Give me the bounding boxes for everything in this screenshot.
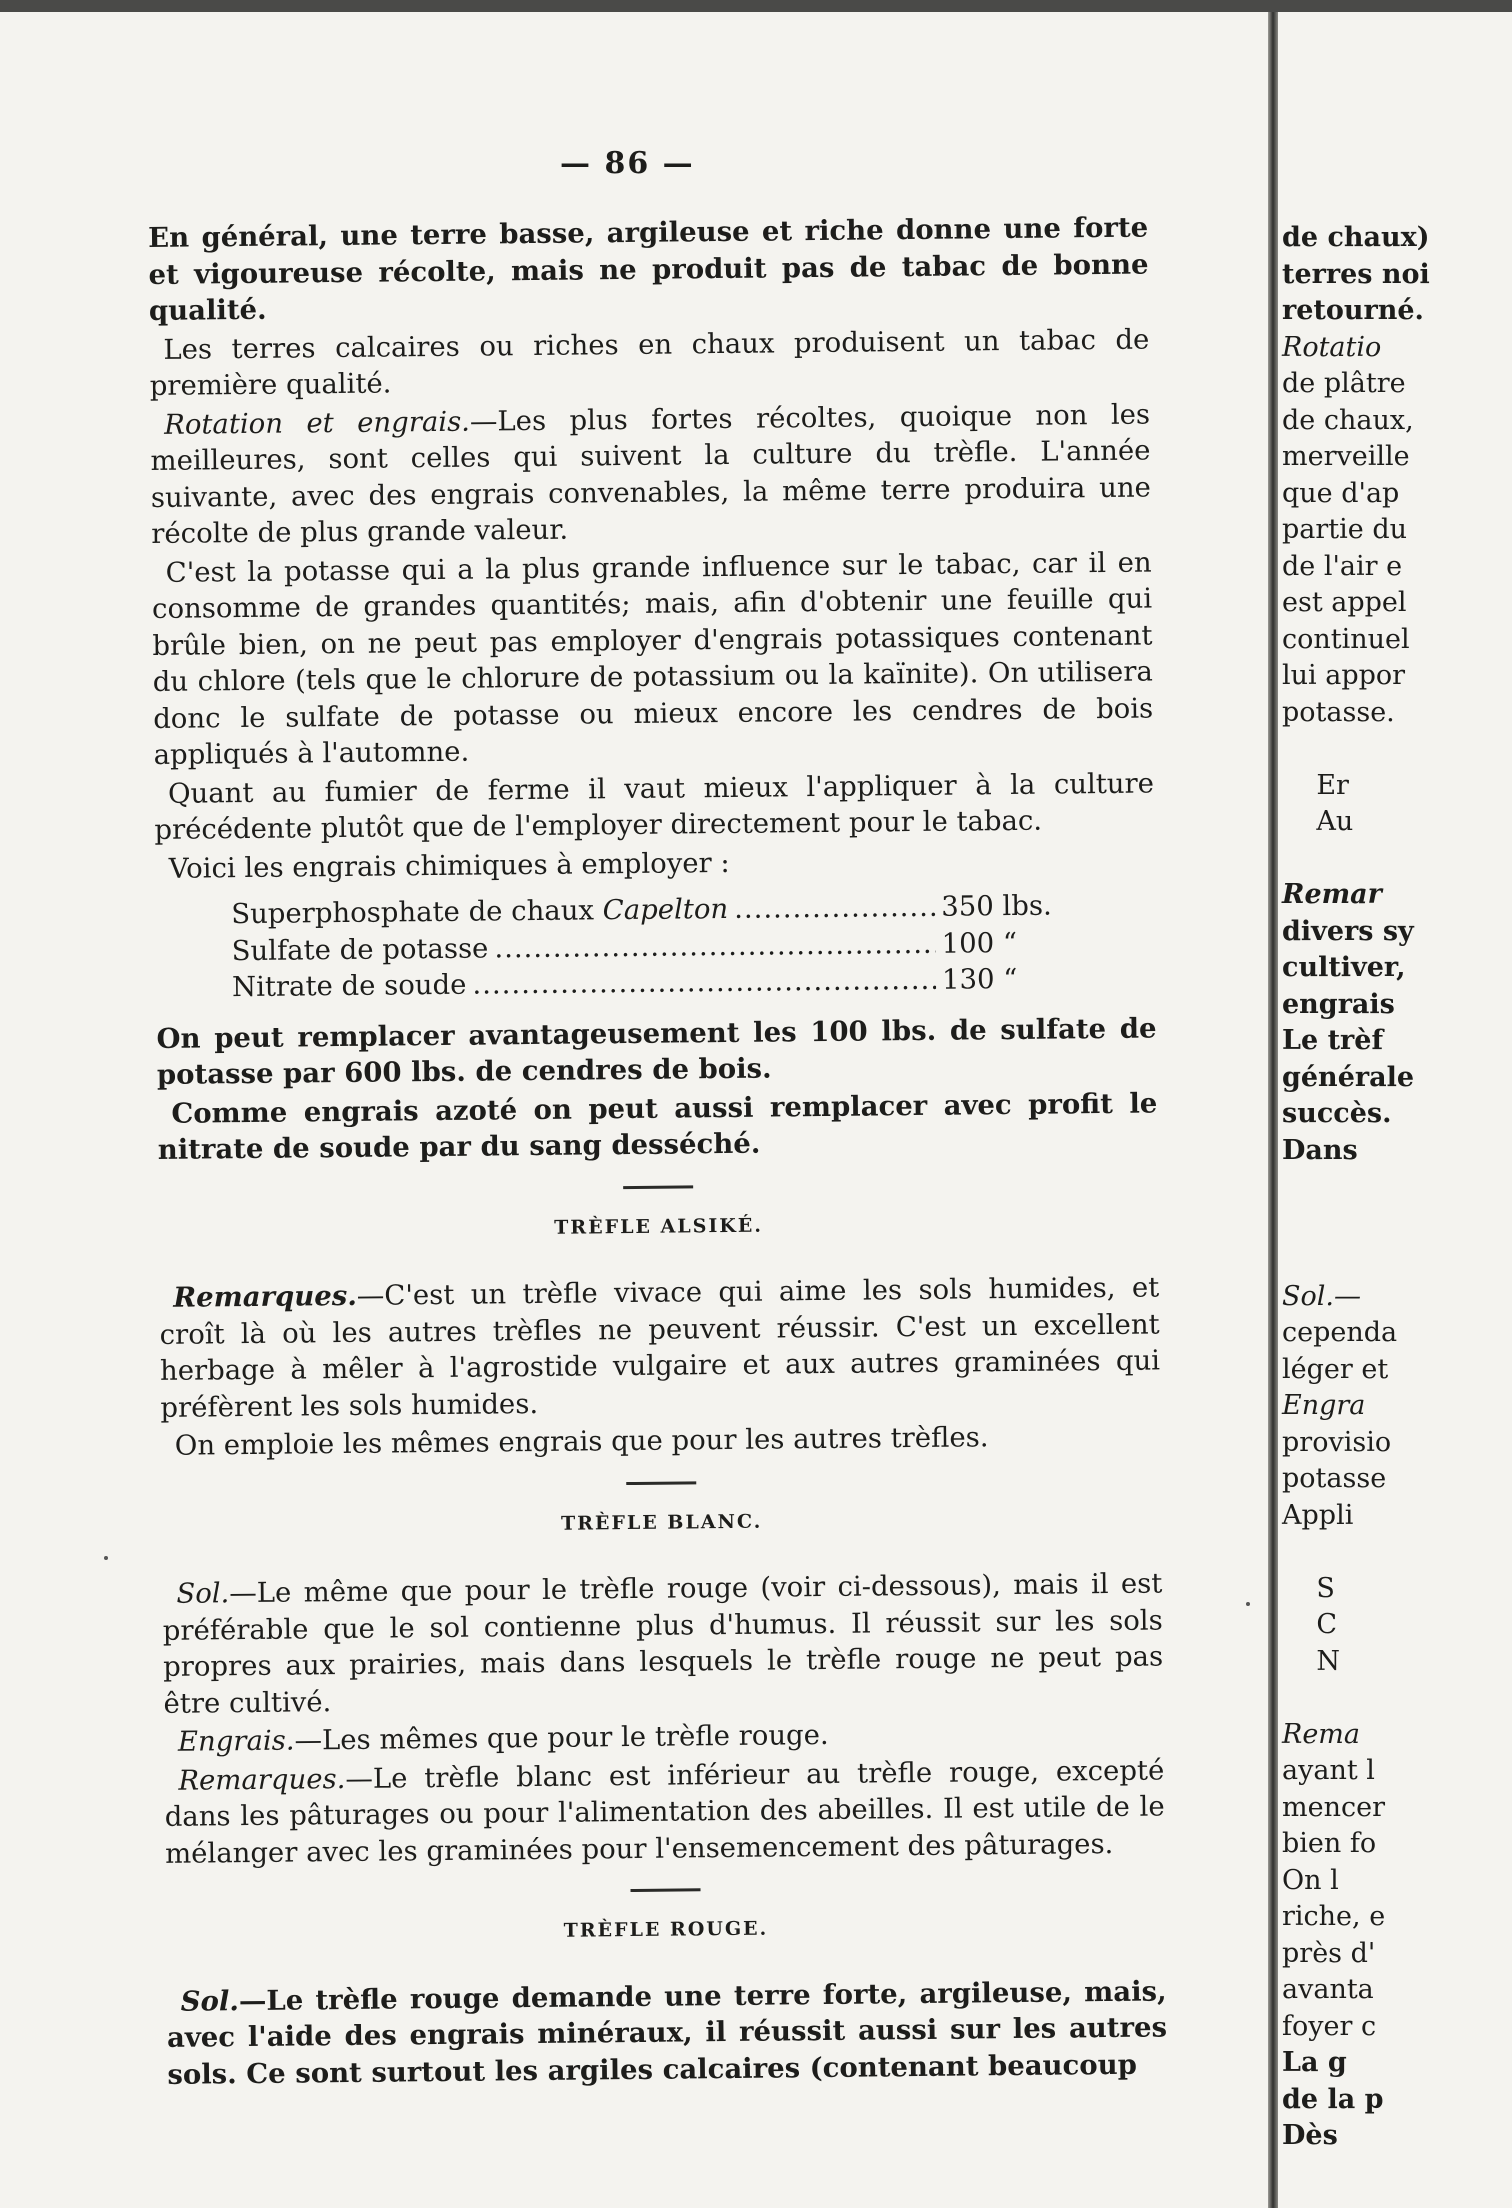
right-page-line: Rema — [1282, 1718, 1361, 1750]
right-page-line: Dès — [1282, 2120, 1338, 2151]
right-page-line: C — [1282, 1609, 1337, 1640]
right-page-line: Engra — [1282, 1390, 1366, 1421]
right-page-line — [1282, 1206, 1512, 1243]
fertilizer-list — [231, 886, 1156, 1005]
right-page-line — [1282, 841, 1512, 878]
paragraph-calcaires — [149, 321, 1150, 404]
right-page-line: cultiver, — [1282, 952, 1406, 983]
right-page-line: foyer c — [1282, 2010, 1377, 2042]
text-calcaires: Les terres calcaires ou riches en chaux produisent un tabac de première qualité. — [149, 323, 1150, 402]
right-page-line: riche, e — [1282, 1901, 1386, 1932]
page-number: — 86 — — [560, 146, 695, 181]
right-page-line: de chaux, — [1282, 404, 1414, 436]
right-page-line: Appli — [1282, 1499, 1354, 1531]
right-page-line — [1282, 1534, 1512, 1571]
text-fumier: Quant au fumier de ferme il vaut mieux l'appliquer à la culture précédente plutôt que de l'employer directement pour le tabac. — [154, 766, 1155, 846]
fertilizer-name: Sulfate de potasse — [231, 931, 489, 967]
right-page-line: léger et — [1282, 1353, 1389, 1385]
fertilizer-name-text: Superphosphate de chaux — [231, 894, 603, 931]
fertilizer-name — [231, 891, 728, 933]
paragraph-azote — [157, 1085, 1158, 1168]
label-sol: Sol. — [180, 1984, 240, 2018]
paragraph-potasse — [152, 544, 1154, 773]
right-page-line: de l'air e — [1282, 550, 1403, 582]
right-page-line: près d' — [1282, 1937, 1376, 1969]
left-page — [0, 12, 1268, 2208]
fertilizer-quantity: 100 “ — [941, 926, 1018, 960]
text-alsike-remarques: —C'est un trèfle vivace qui aime les sols humides, et croît là où les autres trèfles ne peuvent réussir. C'est un excellent herbage à mêler à l'agrostide vulgaire et aux autres graminées qui préfèrent les sols humides. — [159, 1271, 1161, 1424]
right-page-line: de chaux) — [1282, 222, 1430, 253]
right-page-line: est appel — [1282, 587, 1407, 618]
body-text — [148, 210, 1168, 2095]
fertilizer-brand: Capelton — [602, 892, 729, 927]
right-page-line: de la p — [1282, 2083, 1384, 2115]
right-page-line — [1282, 1242, 1512, 1279]
paper-speck — [104, 1556, 108, 1560]
leader-dots — [472, 962, 936, 1003]
fertilizer-quantity: 130 “ — [941, 962, 1018, 996]
label-rotation: Rotation et engrais. — [163, 405, 471, 441]
paragraph-remplacer — [156, 1010, 1157, 1093]
fertilizer-quantity: 350 lbs. — [941, 889, 1052, 923]
right-page-line: terres noi — [1282, 258, 1430, 290]
paragraph-rouge-sol — [166, 1973, 1167, 2093]
paragraph-general — [148, 210, 1149, 330]
book-gutter — [1268, 12, 1278, 2208]
text-general: En général, une terre basse, argileuse et riche donne une forte et vigoureuse récolte, mais ne produit pas de tabac de bonne qualité. — [148, 211, 1149, 327]
paragraph-blanc-remarques — [164, 1752, 1165, 1872]
paragraph-alsike-remarques — [159, 1269, 1160, 1425]
text-blanc-engrais: —Les mêmes que pour le trèfle rouge. — [294, 1718, 829, 1757]
right-page-line: Le trèf — [1282, 1025, 1384, 1056]
right-page-line: merveille — [1282, 441, 1410, 472]
label-sol: Sol. — [176, 1577, 230, 1610]
text-rouge-sol: —Le trèfle rouge demande une terre forte, argileuse, mais, avec l'aide des engrais minéraux, il réussit aussi sur les autres sols. Ce sont surtout les argiles calcaires (contenant beaucoup — [166, 1974, 1168, 2091]
right-page-line: S — [1282, 1572, 1335, 1604]
right-page-line: avanta — [1282, 1974, 1374, 2005]
label-remarques: Remarques. — [173, 1279, 357, 1314]
section-divider — [623, 1185, 693, 1189]
right-page-line: Sol.— — [1282, 1280, 1361, 1312]
text-rotation: —Les plus fortes récoltes, quoique non les meilleures, sont celles qui suivent la culture du trèfle. L'année suivante, avec des engrais convenables, la même terre produira une récolte de plus grande valeur. — [150, 398, 1152, 550]
text-potasse: C'est la potasse qui a la plus grande influence sur le tabac, car il en consomme de grandes quantités; mais, afin d'obtenir une feuille qui brûle bien, on ne peut pas employer d'engrais potassiques contenant du chlore (tels que le chlorure de potassium ou la kaïnite). On utilisera donc le sulfate de potasse ou mieux encore les cendres de bois appliqués à l'automne. — [151, 546, 1154, 771]
right-page-line — [1282, 1169, 1512, 1206]
right-page-line: Remar — [1282, 879, 1382, 910]
paragraph-voici — [155, 840, 1155, 887]
right-page-line: lui appor — [1282, 660, 1406, 691]
right-page — [1278, 12, 1512, 2208]
right-page-text — [1282, 220, 1512, 2155]
right-page-line: mencer — [1282, 1791, 1385, 1823]
right-page-line: que d'ap — [1282, 477, 1400, 509]
right-page-line: N — [1282, 1645, 1340, 1677]
leader-dots — [494, 925, 936, 966]
right-page-line: générale — [1282, 1061, 1415, 1093]
label-remarques: Remarques. — [178, 1762, 346, 1797]
text-blanc-remarques: —Le trèfle blanc est inférieur au trèfle rouge, excepté dans les pâturages ou pour l'alimentation des abeilles. Il est utile de le mélanger avec les graminées pour l'ensemencement des pâturages. — [164, 1753, 1165, 1870]
leader-dots — [734, 889, 935, 928]
text-blanc-sol: —Le même que pour le trèfle rouge (voir ci-dessous), mais il est préférable que le sol contienne plus d'humus. Il réussit sur les sols propres aux prairies, mais dans lesquels le trèfle rouge ne peut pas être cultivé. — [162, 1567, 1164, 1720]
paragraph-alsike-engrais — [161, 1417, 1161, 1464]
right-page-line: de plâtre — [1282, 368, 1406, 399]
text-azote: Comme engrais azoté on peut aussi remplacer avec profit le nitrate de soude par du sang desséché. — [157, 1086, 1158, 1166]
section-heading-blanc: TRÈFLE BLANC. — [560, 1510, 763, 1535]
right-page-line: Au — [1282, 806, 1354, 837]
right-page-line: succès. — [1282, 1098, 1392, 1129]
paragraph-rotation — [150, 396, 1151, 552]
right-page-line: bien fo — [1282, 1828, 1377, 1859]
right-page-line: On l — [1282, 1864, 1339, 1896]
text-alsike-engrais: On emploie les mêmes engrais que pour les autres trèfles. — [174, 1421, 989, 1462]
right-page-line — [1282, 731, 1512, 768]
section-divider — [631, 1888, 701, 1892]
right-page-line: cependa — [1282, 1317, 1398, 1348]
text-remplacer: On peut remplacer avantageusement les 100 lbs. de sulfate de potasse par 600 lbs. de cendres de bois. — [156, 1011, 1157, 1091]
text-voici: Voici les engrais chimiques à employer : — [168, 846, 730, 885]
right-page-line: Dans — [1282, 1134, 1358, 1166]
fertilizer-row — [232, 960, 1062, 1005]
right-page-line: divers sy — [1282, 915, 1414, 947]
right-page-line: continuel — [1282, 623, 1410, 655]
right-page-line: engrais — [1282, 988, 1395, 1020]
right-page-line: La g — [1282, 2047, 1347, 2078]
right-page-line — [1282, 1680, 1512, 1717]
right-page-line: Rotatio — [1282, 331, 1382, 363]
section-heading-rouge: TRÈFLE ROUGE. — [563, 1917, 769, 1942]
label-engrais: Engrais. — [177, 1724, 295, 1758]
paper-speck — [1246, 1602, 1250, 1606]
right-page-line: retourné. — [1282, 295, 1424, 326]
right-page-line: ayant l — [1282, 1755, 1375, 1786]
right-page-line: Er — [1282, 769, 1349, 801]
right-page-line: potasse. — [1282, 696, 1395, 728]
section-heading-alsike: TRÈFLE ALSIKÉ. — [554, 1214, 764, 1239]
right-page-line: provisio — [1282, 1426, 1392, 1458]
paragraph-blanc-sol — [162, 1565, 1163, 1721]
right-page-line: potasse — [1282, 1463, 1387, 1494]
fertilizer-name: Nitrate de soude — [231, 968, 467, 1004]
paragraph-fumier — [154, 765, 1155, 848]
right-page-line: partie du — [1282, 514, 1408, 545]
section-divider — [626, 1481, 696, 1485]
